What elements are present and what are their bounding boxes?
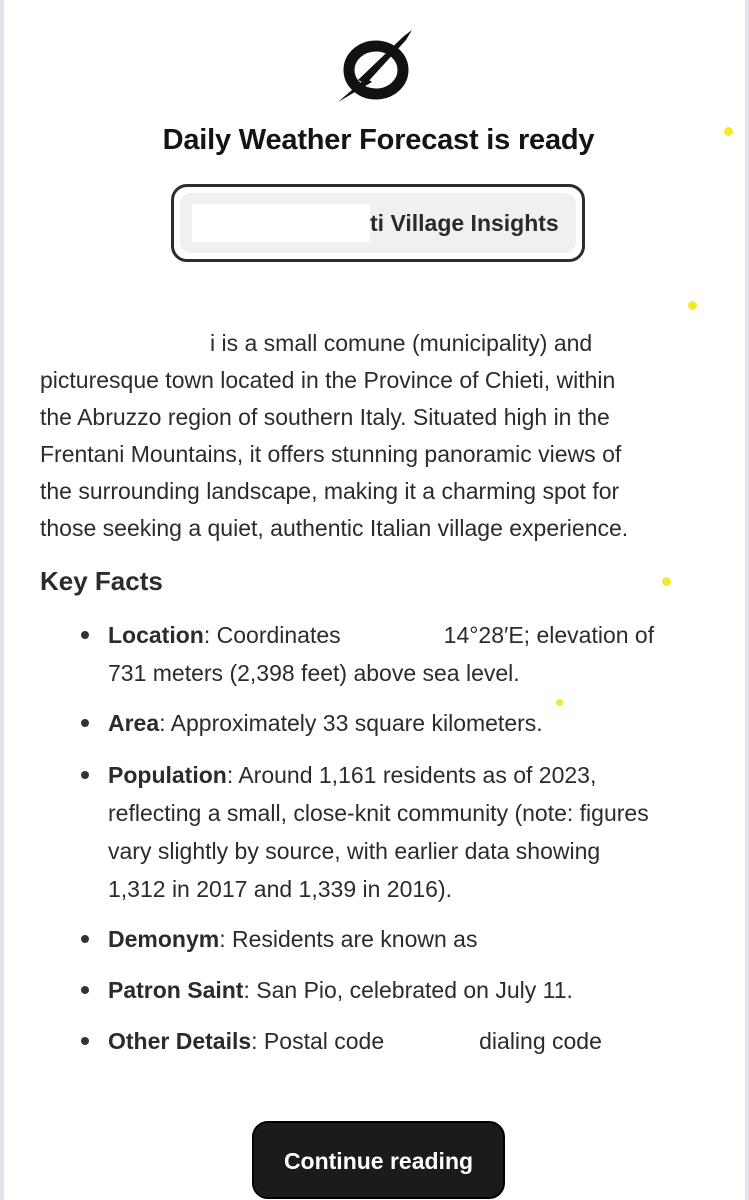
fact-line: vary slightly by source, with earlier data showing [108, 838, 601, 864]
bullet-icon [81, 719, 89, 727]
brand-logo-icon [332, 28, 422, 104]
intro-line: the Abruzzo region of southern Italy. Situated high in the [40, 404, 610, 430]
fact-text: : Postal code [251, 1028, 385, 1054]
intro-line: the surrounding landscape, making it a charming spot for [40, 478, 620, 504]
fact-line [108, 920, 728, 958]
fact-line: 731 meters (2,398 feet) above sea level. [108, 660, 520, 686]
page-title: Daily Weather Forecast is ready [162, 124, 595, 156]
list-item-demonym [108, 920, 728, 958]
bullet-icon [81, 935, 89, 943]
fact-text: 14°28′E; elevation of [443, 622, 655, 648]
fact-line [108, 1022, 728, 1060]
list-item-location [108, 616, 728, 692]
fact-line [108, 756, 728, 794]
fact-line: 1,312 in 2017 and 1,339 in 2016). [108, 876, 453, 902]
intro-paragraph [40, 325, 720, 547]
fact-text: : Approximately 33 square kilometers. [159, 710, 543, 736]
intro-line: i is a small comune (municipality) and [210, 330, 593, 356]
continue-reading-button[interactable]: Continue reading [252, 1121, 505, 1199]
intro-line: those seeking a quiet, authentic Italian village experience. [40, 515, 629, 541]
topic-chip-label: ti Village Insights [370, 210, 559, 236]
fact-text: : Around 1,161 residents as of 2023, [226, 762, 597, 788]
fact-text: : San Pio, celebrated on July 11. [243, 977, 573, 1003]
fact-text: : Coordinates [203, 622, 341, 648]
key-facts-heading: Key Facts [40, 566, 163, 596]
fact-label: Other Details [108, 1028, 252, 1054]
fact-label: Demonym [108, 926, 220, 952]
marker-dot [724, 127, 733, 136]
fact-line [108, 971, 728, 1009]
intro-line: Frentani Mountains, it offers stunning panoramic views of [40, 441, 622, 467]
list-item-patron-saint [108, 971, 728, 1009]
fact-label: Patron Saint [108, 977, 244, 1003]
intro-line: picturesque town located in the Province of Chieti, within [40, 367, 616, 393]
list-item-area [108, 704, 728, 742]
fact-label: Area [108, 710, 160, 736]
topic-chip[interactable] [171, 184, 585, 262]
redacted-area [192, 204, 370, 242]
bullet-icon [81, 986, 89, 994]
fact-line [108, 616, 728, 654]
list-item-other-details [108, 1022, 728, 1060]
bullet-icon [81, 771, 89, 779]
fact-line: reflecting a small, close-knit community (note: figures [108, 800, 649, 826]
marker-dot [556, 699, 563, 706]
fact-text: dialing code [479, 1028, 602, 1054]
fact-label: Location [108, 622, 204, 648]
bullet-icon [81, 631, 89, 639]
marker-dot [688, 301, 697, 310]
marker-dot [662, 577, 671, 586]
fact-line [108, 704, 728, 742]
fact-text: : Residents are known as [219, 926, 478, 952]
fact-label: Population [108, 762, 227, 788]
bullet-icon [81, 1037, 89, 1045]
list-item-population [108, 756, 728, 908]
